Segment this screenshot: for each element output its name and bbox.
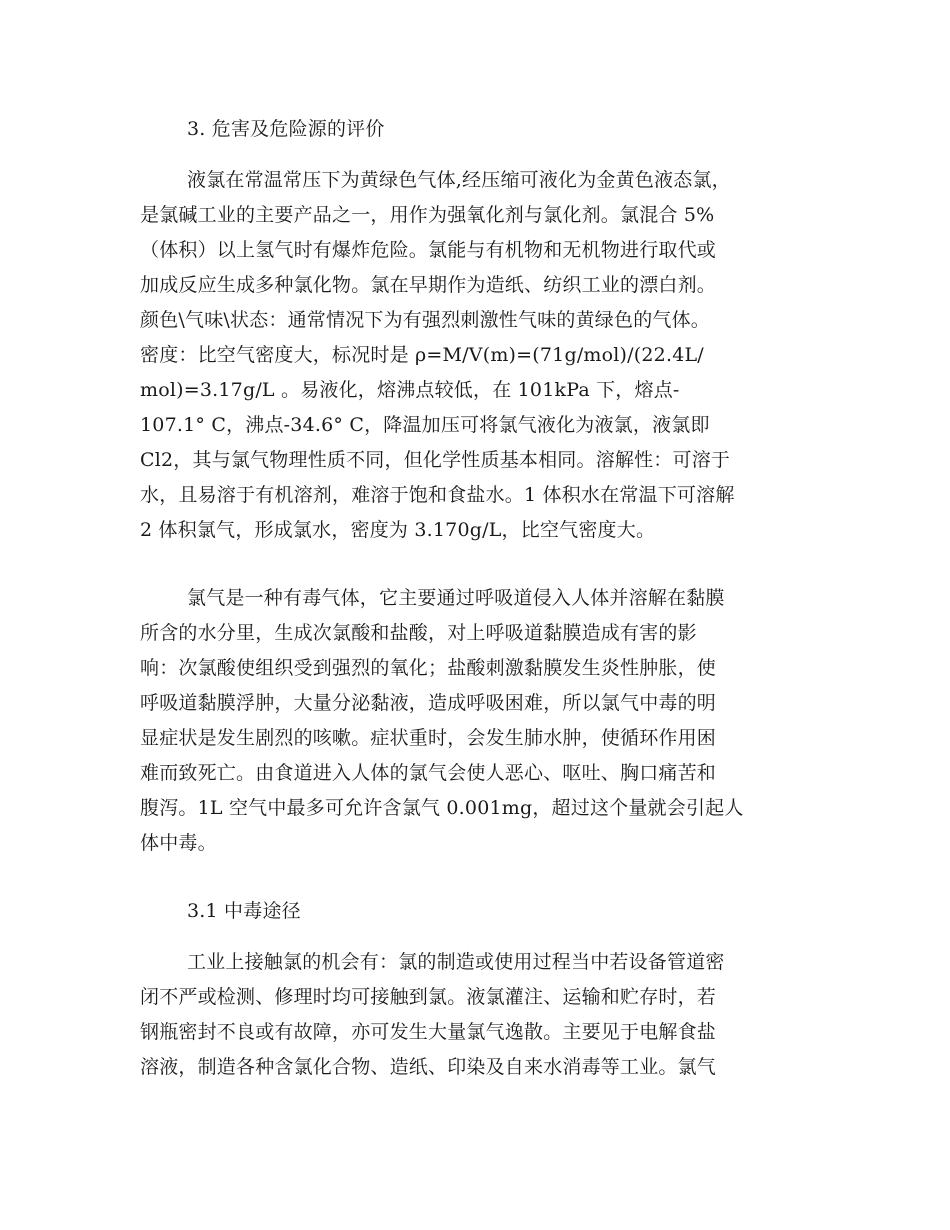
para3-line-1: 工业上接触氯的机会有：氯的制造或使用过程当中若设备管道密 bbox=[187, 951, 725, 973]
para1-line-6: 密度：比空气密度大，标况时是 ρ=M/V(m)=(71g/mol)/(22.4L/ bbox=[140, 344, 704, 366]
para1-line-3: （体积）以上氢气时有爆炸危险。氯能与有机物和无机物进行取代或 bbox=[140, 239, 717, 261]
para2-line-2: 所含的水分里，生成次氯酸和盐酸，对上呼吸道黏膜造成有害的影 bbox=[140, 622, 697, 644]
para1-line-5: 颜色\气味\状态：通常情况下为有强烈刺激性气味的黄绿色的气体。 bbox=[140, 309, 711, 331]
para1-line-9: Cl2，其与氯气物理性质不同，但化学性质基本相同。溶解性：可溶于 bbox=[140, 449, 731, 471]
para2-line-8: 体中毒。 bbox=[140, 832, 217, 854]
para2-line-5: 显症状是发生剧烈的咳嗽。症状重时，会发生肺水肿，使循环作用困 bbox=[140, 727, 717, 749]
para1-line-10: 水，且易溶于有机溶剂，难溶于饱和食盐水。1 体积水在常温下可溶解 bbox=[140, 484, 735, 506]
para2-line-1: 氯气是一种有毒气体，它主要通过呼吸道侵入人体并溶解在黏膜 bbox=[187, 587, 725, 609]
para1-line-2: 是氯碱工业的主要产品之一，用作为强氧化剂与氯化剂。氯混合 5% bbox=[140, 204, 715, 226]
para3-line-4: 溶液，制造各种含氯化合物、造纸、印染及自来水消毒等工业。氯气 bbox=[140, 1056, 717, 1078]
para1-line-8: 107.1° C，沸点-34.6° C，降温加压可将氯气液化为液氯，液氯即 bbox=[140, 414, 710, 436]
para1-line-1: 液氯在常温常压下为黄绿色气体,经压缩可液化为金黄色液态氯， bbox=[187, 169, 731, 191]
section-3-heading: 3. 危害及危险源的评价 bbox=[187, 118, 385, 140]
para1-line-7: mol)=3.17g/L 。易液化，熔沸点较低，在 101kPa 下，熔点- bbox=[140, 379, 680, 401]
para1-line-11: 2 体积氯气，形成氯水，密度为 3.170g/L，比空气密度大。 bbox=[140, 519, 656, 541]
para1-line-4: 加成反应生成多种氯化物。氯在早期作为造纸、纺织工业的漂白剂。 bbox=[140, 274, 717, 296]
para3-line-2: 闭不严或检测、修理时均可接触到氯。液氯灌注、运输和贮存时，若 bbox=[140, 986, 717, 1008]
section-3-1-heading: 3.1 中毒途径 bbox=[187, 900, 301, 922]
para2-line-3: 响：次氯酸使组织受到强烈的氧化；盐酸刺激黏膜发生炎性肿胀，使 bbox=[140, 657, 717, 679]
para2-line-6: 难而致死亡。由食道进入人体的氯气会使人恶心、呕吐、胸口痛苦和 bbox=[140, 762, 717, 784]
para2-line-7: 腹泻。1L 空气中最多可允许含氯气 0.001mg，超过这个量就会引起人 bbox=[140, 797, 744, 819]
para3-line-3: 钢瓶密封不良或有故障，亦可发生大量氯气逸散。主要见于电解食盐 bbox=[140, 1021, 717, 1043]
para2-line-4: 呼吸道黏膜浮肿，大量分泌黏液，造成呼吸困难，所以氯气中毒的明 bbox=[140, 692, 717, 714]
